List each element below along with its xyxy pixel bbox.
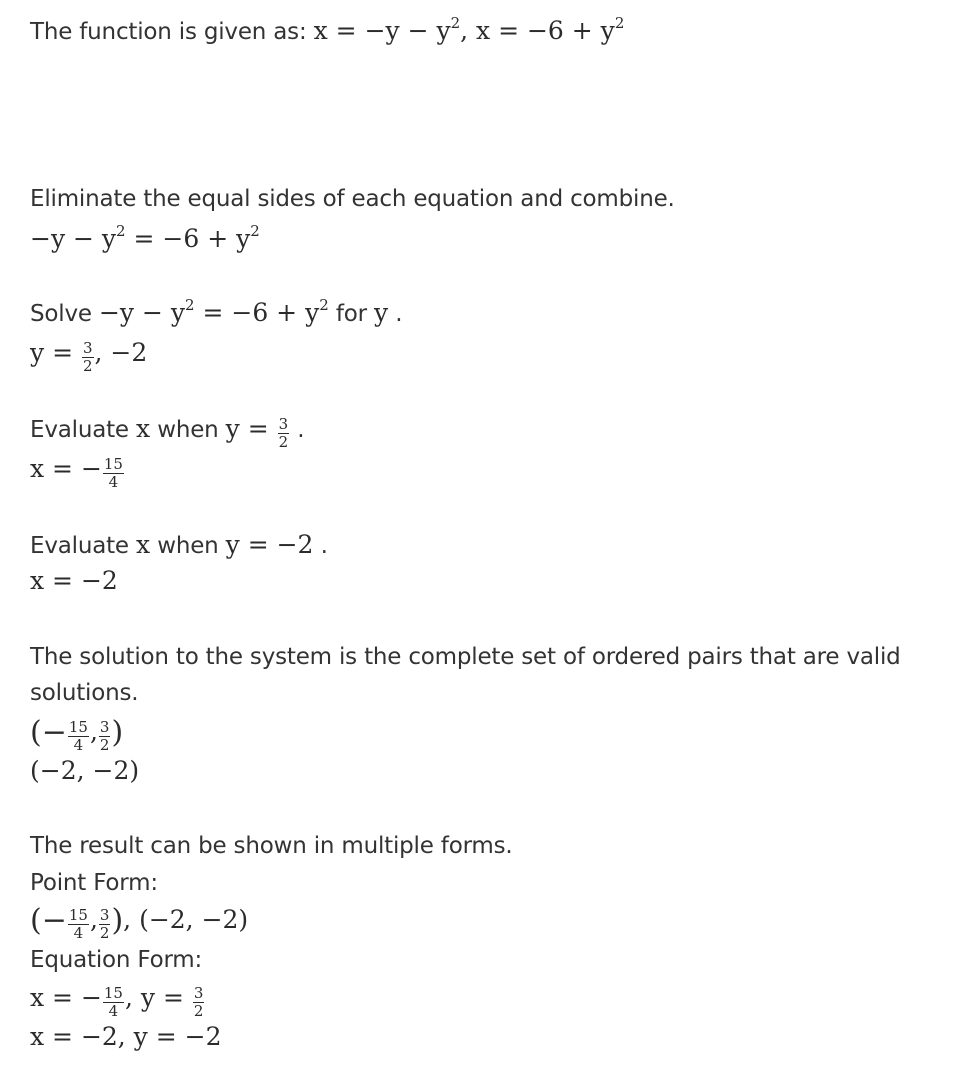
exponent: 2	[184, 296, 195, 314]
eq-part: x = −y − y	[313, 16, 451, 45]
eq-part: , x = −6 + y	[460, 16, 615, 45]
eq-part: , −2	[94, 338, 148, 367]
open-paren: (−	[30, 715, 67, 750]
step-5-statement	[30, 532, 328, 558]
step-4-condition	[225, 414, 291, 451]
eq-part: = −6 + y	[125, 224, 251, 253]
fraction-3-2	[278, 417, 290, 450]
denominator: 4	[73, 736, 84, 754]
numerator: 3	[99, 906, 110, 924]
numerator: 15	[68, 718, 88, 736]
denominator: 2	[82, 357, 93, 375]
numerator: 3	[99, 718, 110, 736]
close-paren: )	[111, 715, 124, 750]
equation-form-label: Equation Form:	[30, 947, 203, 973]
comma: ,	[89, 717, 98, 746]
exponent: 2	[116, 222, 126, 240]
equation-form-value-2: x = −2, y = −2	[30, 1022, 222, 1051]
comma: ,	[89, 905, 98, 934]
eq-part: = −6 + y	[194, 298, 320, 327]
step-3-statement	[30, 296, 403, 327]
step-4-variable: x	[135, 414, 151, 443]
eq-part: , y =	[124, 983, 192, 1012]
fraction-15-4	[103, 986, 124, 1019]
numerator: 15	[103, 455, 123, 473]
step-4-result	[30, 456, 125, 490]
denominator: 2	[99, 924, 110, 942]
step-4-prose: Evaluate	[30, 417, 136, 443]
open-paren: (−	[30, 903, 67, 938]
step-1-statement	[30, 14, 625, 45]
exponent: 2	[319, 296, 329, 314]
comma: ,	[123, 905, 140, 934]
step-5-condition: y = −2	[225, 530, 314, 559]
numerator: 15	[103, 984, 123, 1002]
step-6-prose-line-1: The solution to the system is the complete set of ordered pairs that are valid	[30, 644, 901, 670]
step-1-prose: The function is given as:	[30, 19, 314, 45]
eq-part: −y − y	[30, 224, 117, 253]
eq-part: y =	[30, 338, 81, 367]
point-form-value	[30, 903, 249, 942]
step-7-prose: The result can be shown in multiple forms.	[30, 833, 513, 859]
step-4-prose: .	[290, 417, 305, 443]
step-3-result	[30, 340, 147, 374]
denominator: 4	[108, 473, 119, 491]
fraction-15-4	[68, 720, 89, 753]
fraction-3-2	[99, 720, 111, 753]
denominator: 2	[99, 736, 110, 754]
exponent: 2	[614, 14, 625, 32]
step-3-variable: y	[374, 298, 389, 327]
solution-pair-2: (−2, −2)	[30, 756, 140, 785]
numerator: 3	[82, 339, 93, 357]
numerator: 3	[193, 984, 204, 1002]
step-2-equation	[30, 222, 260, 253]
point-form-label: Point Form:	[30, 870, 158, 896]
numerator: 3	[278, 415, 289, 433]
eq-part: x = −	[30, 983, 102, 1012]
step-3-prose: .	[388, 301, 403, 327]
step-6-prose-line-2: solutions.	[30, 680, 139, 706]
denominator: 2	[278, 433, 289, 451]
step-3-prose: for	[328, 301, 374, 327]
eq-part: y =	[225, 414, 277, 443]
numerator: 15	[68, 906, 88, 924]
fraction-3-2	[82, 341, 94, 374]
exponent: 2	[450, 14, 461, 32]
close-paren: )	[111, 903, 124, 938]
step-5-prose: Evaluate	[30, 533, 136, 559]
exponent: 2	[250, 222, 260, 240]
fraction-15-4	[68, 908, 89, 941]
step-4-prose: when	[150, 417, 226, 443]
pair: (−2, −2)	[139, 905, 249, 934]
step-1-equation	[314, 16, 625, 45]
step-4-statement	[30, 416, 304, 450]
eq-part: −y − y	[98, 298, 185, 327]
solution-pair-1	[30, 715, 124, 754]
fraction-15-4	[103, 457, 124, 490]
step-5-prose: when	[150, 533, 226, 559]
step-3-prose: Solve	[30, 301, 99, 327]
denominator: 4	[108, 1002, 119, 1020]
step-5-result: x = −2	[30, 566, 118, 595]
fraction-3-2	[193, 986, 205, 1019]
denominator: 2	[193, 1002, 204, 1020]
step-5-variable: x	[135, 530, 151, 559]
step-3-inline-equation	[99, 298, 329, 327]
step-2-prose: Eliminate the equal sides of each equation and combine.	[30, 186, 675, 212]
denominator: 4	[73, 924, 84, 942]
eq-part: x = −	[30, 454, 102, 483]
step-5-prose: .	[313, 533, 328, 559]
equation-form-value-1	[30, 985, 205, 1019]
fraction-3-2	[99, 908, 111, 941]
